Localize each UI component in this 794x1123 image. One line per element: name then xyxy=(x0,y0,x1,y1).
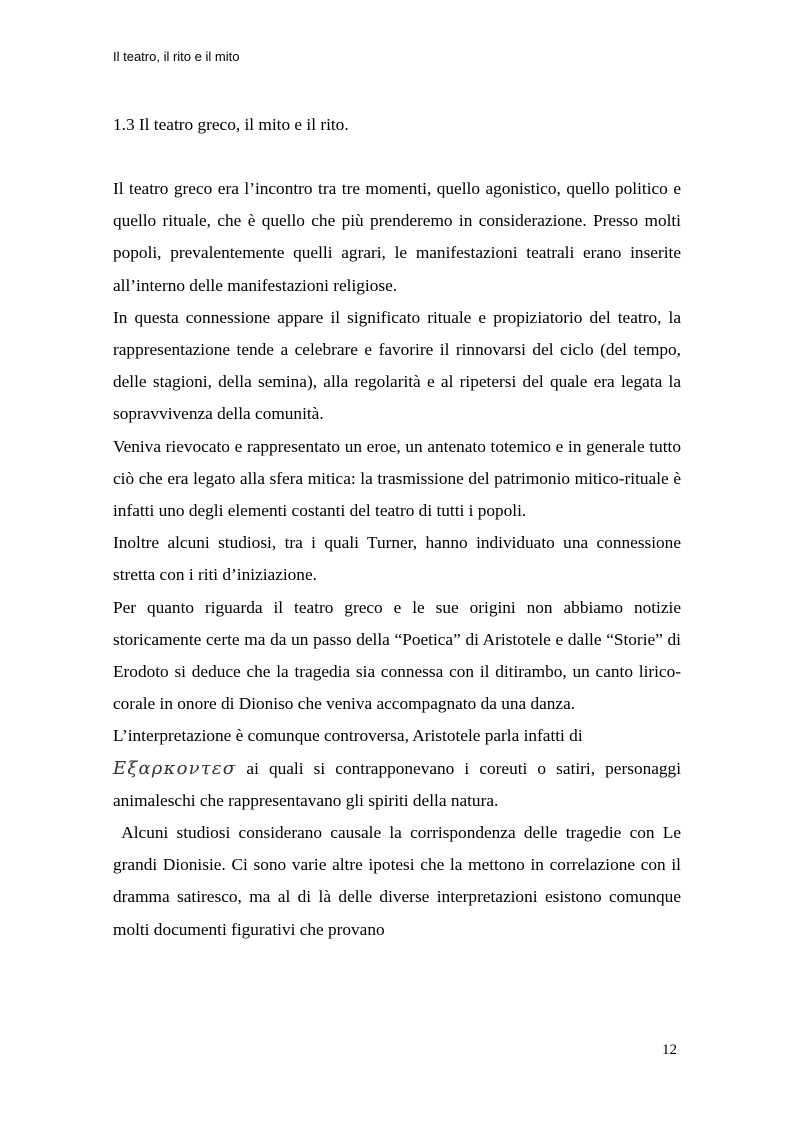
paragraph-2: In questa connessione appare il significato rituale e propiziatorio del teatro, la rappresentazione tende a celebrare e favorire il rinnovarsi del ciclo (del tempo, delle stagioni, della semina), alla regolarità e al ripetersi del quale era legata la sopravvivenza della comunità. xyxy=(113,307,681,424)
paragraph-aristotle-term xyxy=(113,753,681,817)
paragraph-closing: Alcuni studiosi considerano causale la corrispondenza delle tragedie con Le grandi Dionisie. Ci sono varie altre ipotesi che la mettono in correlazione con il dramma satiresco, ma al di là delle diverse interpretazioni esistono comunque molti documenti figurativi che provano xyxy=(113,823,686,939)
section-title: 1.3 Il teatro greco, il mito e il rito. xyxy=(113,115,349,134)
paragraph-aristotle-intro: L’interpretazione è comunque controversa, Aristotele parla infatti di xyxy=(113,726,583,746)
body-text xyxy=(113,173,686,946)
paragraph-1: Il teatro greco era l’incontro tra tre momenti, quello agonistico, quello politico e quello rituale, che è quello che più prenderemo in considerazione. Presso molti popoli, prevalentemente quelli agrari, le manifestazioni teatrali erano inserite all’interno delle manifestazioni religiose. xyxy=(113,179,681,295)
greek-term: Εξαρκοντεσ xyxy=(113,757,237,779)
aristotle-continuation: ai quali si contrapponevano i coreuti o satiri, personaggi animaleschi che rappresentavano gli spiriti della natura. xyxy=(113,758,681,810)
paragraph-4: Inoltre alcuni studiosi, tra i quali Turner, hanno individuato una connessione stretta con i riti d’iniziazione. xyxy=(113,533,681,585)
running-header: Il teatro, il rito e il mito xyxy=(113,49,240,64)
page-number: 12 xyxy=(662,1042,677,1058)
paragraph-3: Veniva rievocato e rappresentato un eroe, un antenato totemico e in generale tutto ciò che era legato alla sfera mitica: la trasmissione del patrimonio mitico-rituale è infatti uno degli elementi costanti del teatro di tutti i popoli. xyxy=(113,436,681,521)
paragraph-5: Per quanto riguarda il teatro greco e le sue origini non abbiamo notizie storicamente certe ma da un passo della “Poetica” di Aristotele e dalle “Storie” di Erodoto si deduce che la tragedia sia connessa con il ditirambo, un canto lirico-corale in onore di Dioniso che veniva accompagnato da una danza. xyxy=(113,597,681,714)
